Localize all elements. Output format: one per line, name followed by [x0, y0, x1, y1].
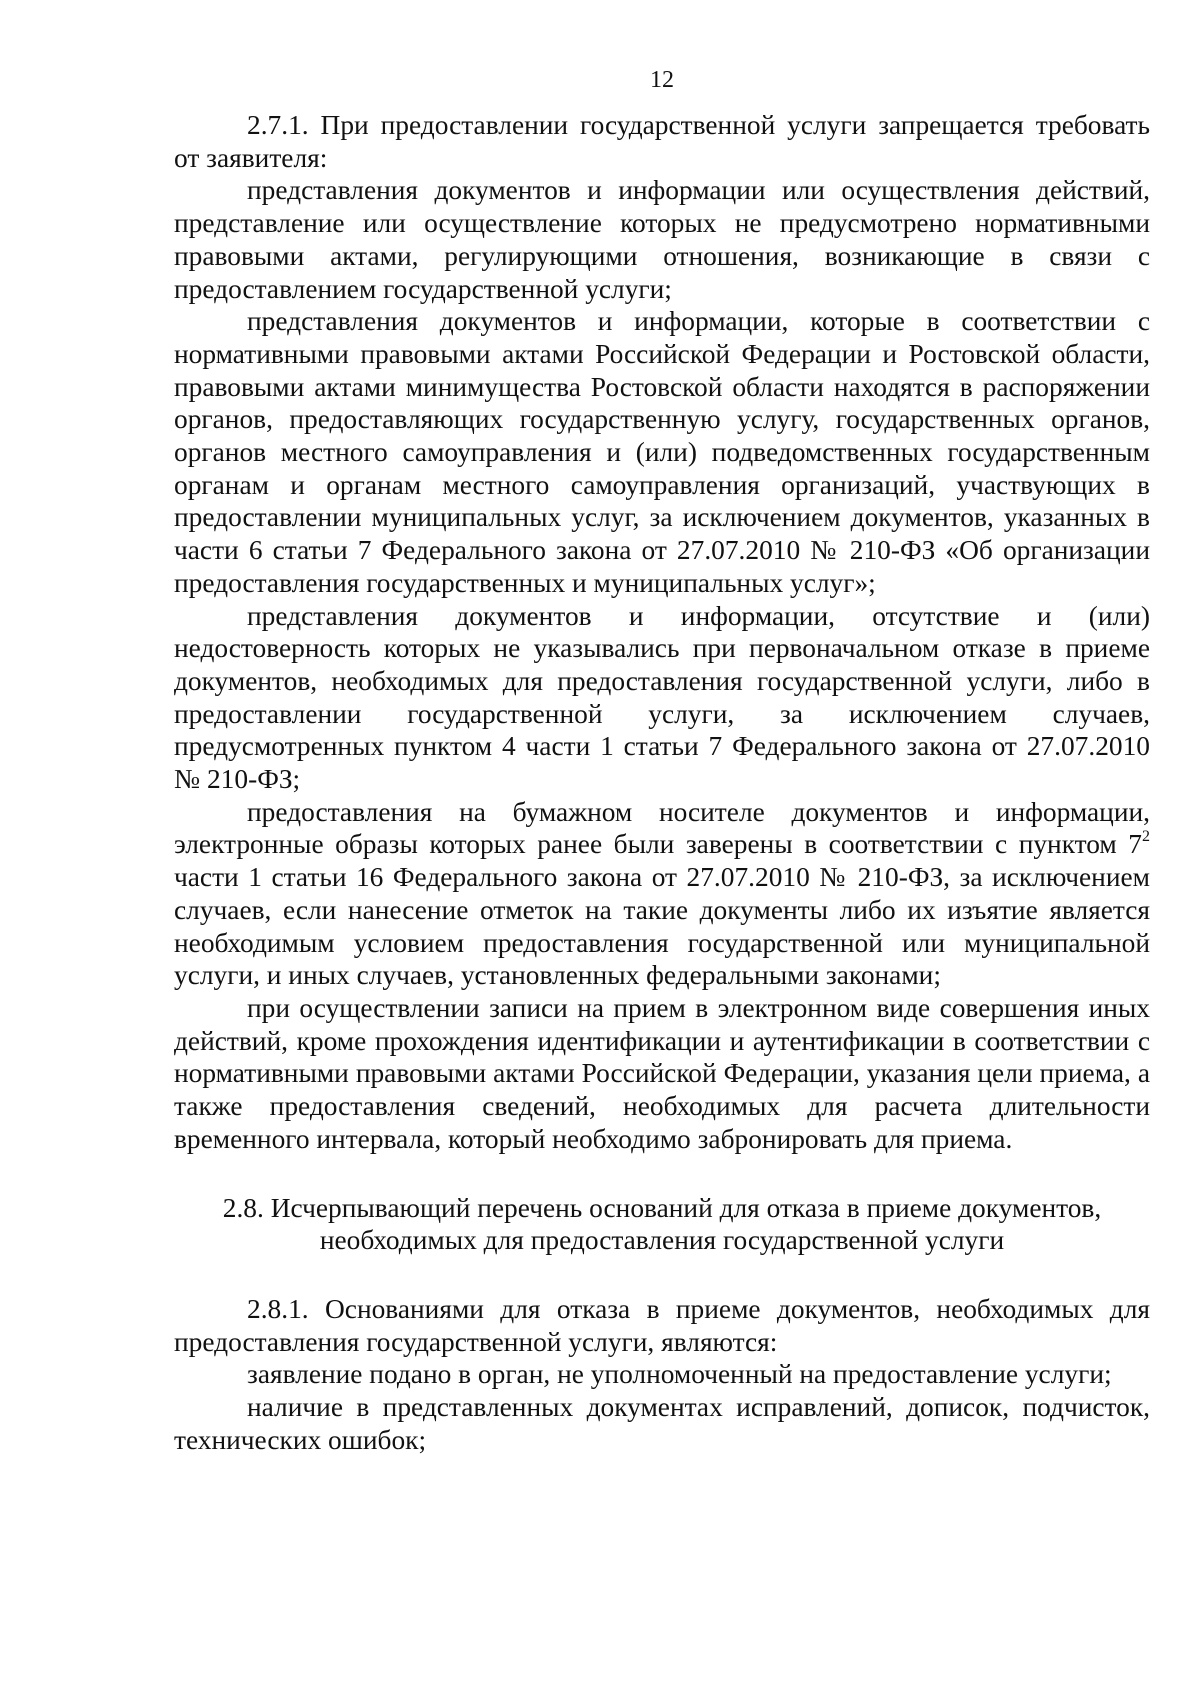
document-page [174, 64, 1150, 1456]
paragraph-with-superscript [174, 796, 1150, 992]
superscript: 2 [1142, 828, 1150, 846]
paragraph-2-8-1: 2.8.1. Основаниями для отказа в приеме документов, необходимых для предоставления государственной услуги, являются: [174, 1293, 1150, 1357]
section-heading-2-8 [174, 1192, 1150, 1257]
paragraph-2-7-1: 2.7.1. При предоставлении государственной услуги запрещается требовать от заявителя: [174, 110, 1150, 173]
paragraph: наличие в представленных документах исправлений, дописок, подчисток, технических ошибок; [174, 1392, 1150, 1455]
paragraph: представления документов и информации, отсутствие и (или) недостоверность которых не указывались при первоначальном отказе в приеме документов, необходимых для предоставления государственной услуги, либо в предоставлении государственной услуги, за исключением случаев, предусмотренных пунктом 4 части 1 статьи 7 Федерального закона от 27.07.2010 № 210-ФЗ; [174, 600, 1150, 795]
heading-line: необходимых для предоставления государственной услуги [319, 1225, 1005, 1256]
paragraph-text: части 1 статьи 16 Федерального закона от 27.07.2010 № 210-ФЗ, за исключением случаев, если нанесение отметок на такие документы либо их изъятие является необходимым условием предоставления государственной или муниципальной услуги, и иных случаев, установленных федеральными законами; [174, 862, 1150, 991]
page-number: 12 [650, 67, 674, 93]
paragraph: представления документов и информации или осуществления действий, представление или осуществление которых не предусмотрено нормативными правовыми актами, регулирующими отношения, возникающие в связи с предоставлением государственной услуги; [174, 175, 1150, 304]
paragraph-text: предоставления на бумажном носителе документов и информации, электронные образы которых ранее были заверены в соответствии с пунктом 7 [174, 796, 1150, 860]
paragraph: заявление подано в орган, не уполномоченный на предоставление услуги; [247, 1359, 1112, 1390]
paragraph: представления документов и информации, которые в соответствии с нормативными правовыми актами Российской Федерации и Ростовской области, правовыми актами минимущества Ростовской области находятся в распоряжении органов, предоставляющих государственную услугу, государственных органов, органов местного самоуправления и (или) подведомственных государственным органам и органам местного самоуправления организаций, участвующих в предоставлении муниципальных услуг, за исключением документов, указанных в части 6 статьи 7 Федерального закона от 27.07.2010 № 210-ФЗ «Об организации предоставления государственных и муниципальных услуг»; [174, 306, 1150, 598]
heading-line: 2.8. Исчерпывающий перечень оснований для отказа в приеме документов, [222, 1192, 1102, 1223]
paragraph: при осуществлении записи на прием в электронном виде совершения иных действий, кроме прохождения идентификации и аутентификации в соответствии с нормативными правовыми актами Российской Федерации, указания цели приема, а также предоставления сведений, необходимых для расчета длительности временного интервала, который необходимо забронировать для приема. [174, 992, 1150, 1154]
